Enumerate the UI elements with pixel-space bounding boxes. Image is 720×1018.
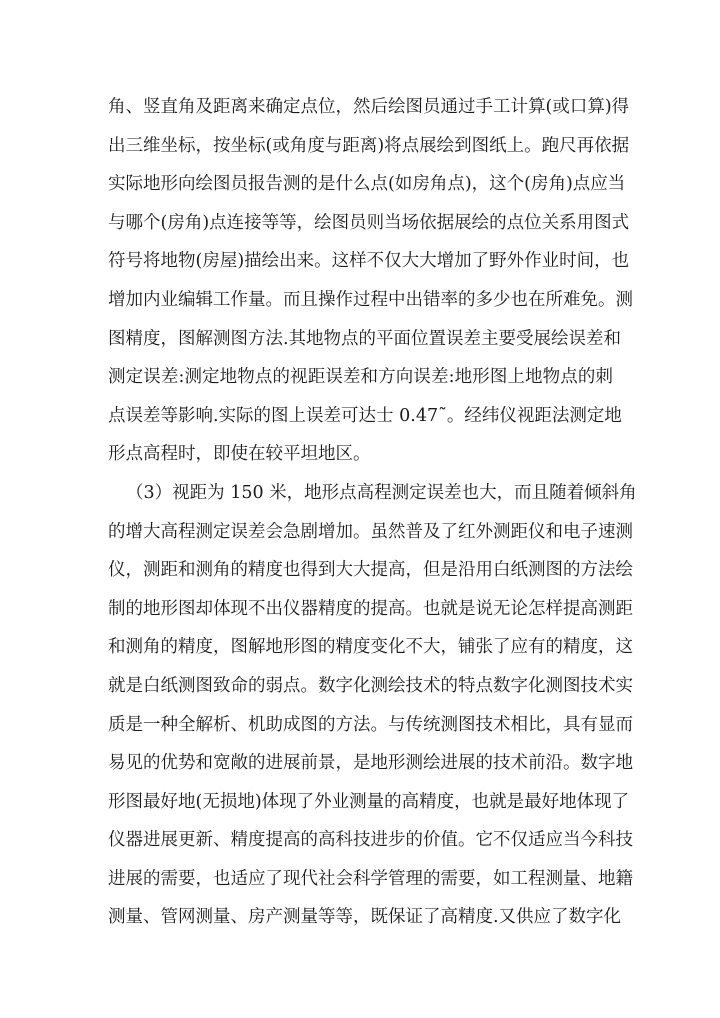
text-line: 和测角的精度，图解地形图的精度变化不大，铺张了应有的精度，这 [108,637,633,658]
text-line: 形点高程时，即使在较平坦地区。 [108,444,371,465]
paragraph-2 [108,474,637,937]
text-line: 仪，测距和测角的精度也得到大大提高，但是沿用白纸测图的方法绘 [108,560,633,581]
text-line: 制的地形图却体现不出仪器精度的提高。也就是说无论怎样提高测距 [108,598,633,619]
text-line: 测量、管网测量、房产测量等等，既保证了高精度.又供应了数字化 [108,907,622,928]
text-line: 就是白纸测图致命的弱点。数字化测绘技术的特点数字化测图技术实 [108,675,633,696]
text-line: 易见的优势和宽敞的进展前景，是地形测绘进展的技术前沿。数字地 [108,753,633,774]
text-line: 点误差等影响.实际的图上误差可达士 0.47˜。经纬仪视距法测定地 [108,405,622,426]
text-line: 符号将地物(房屋)描绘出来。这样不仅大大增加了野外作业时间，也 [108,251,630,272]
text-line: 角、竖直角及距离来确定点位，然后绘图员通过手工计算(或口算)得 [108,97,630,117]
text-line: 实际地形向绘图员报告测的是什么点(如房角点)，这个(房角)点应当 [108,174,626,195]
text-line: 测定误差:测定地物点的视距误差和方向误差:地形图上地物点的刺 [108,367,613,388]
paragraph-1 [108,88,633,474]
text-line: 的增大高程测定误差会急剧增加。虽然普及了红外测距仪和电子速测 [108,521,633,542]
text-line: 出三维坐标，按坐标(或角度与距离)将点展绘到图纸上。跑尺再依据 [108,135,630,156]
text-line: 图精度，图解测图方法.其地物点的平面位置误差主要受展绘误差和 [108,328,622,349]
text-line: 增加内业编辑工作量。而且操作过程中出错率的多少也在所难免。测 [108,289,633,310]
text-line: 仪器进展更新、精度提高的高科技进步的价值。它不仅适应当今科技 [108,830,633,851]
text-line: 与哪个(房角)点连接等等，绘图员则当场依据展绘的点位关系用图式 [108,212,630,233]
text-line: （3）视距为 150 米，地形点高程测定误差也大，而且随着倾斜角 [126,482,637,503]
text-line: 形图最好地(无损地)体现了外业测量的高精度，也就是最好地体现了 [108,791,630,812]
text-line: 进展的需要，也适应了现代社会科学管理的需要，如工程测量、地籍 [108,868,633,889]
body-text [108,88,637,937]
text-line: 质是一种全解析、机助成图的方法。与传统测图技术相比，具有显而 [108,714,633,735]
